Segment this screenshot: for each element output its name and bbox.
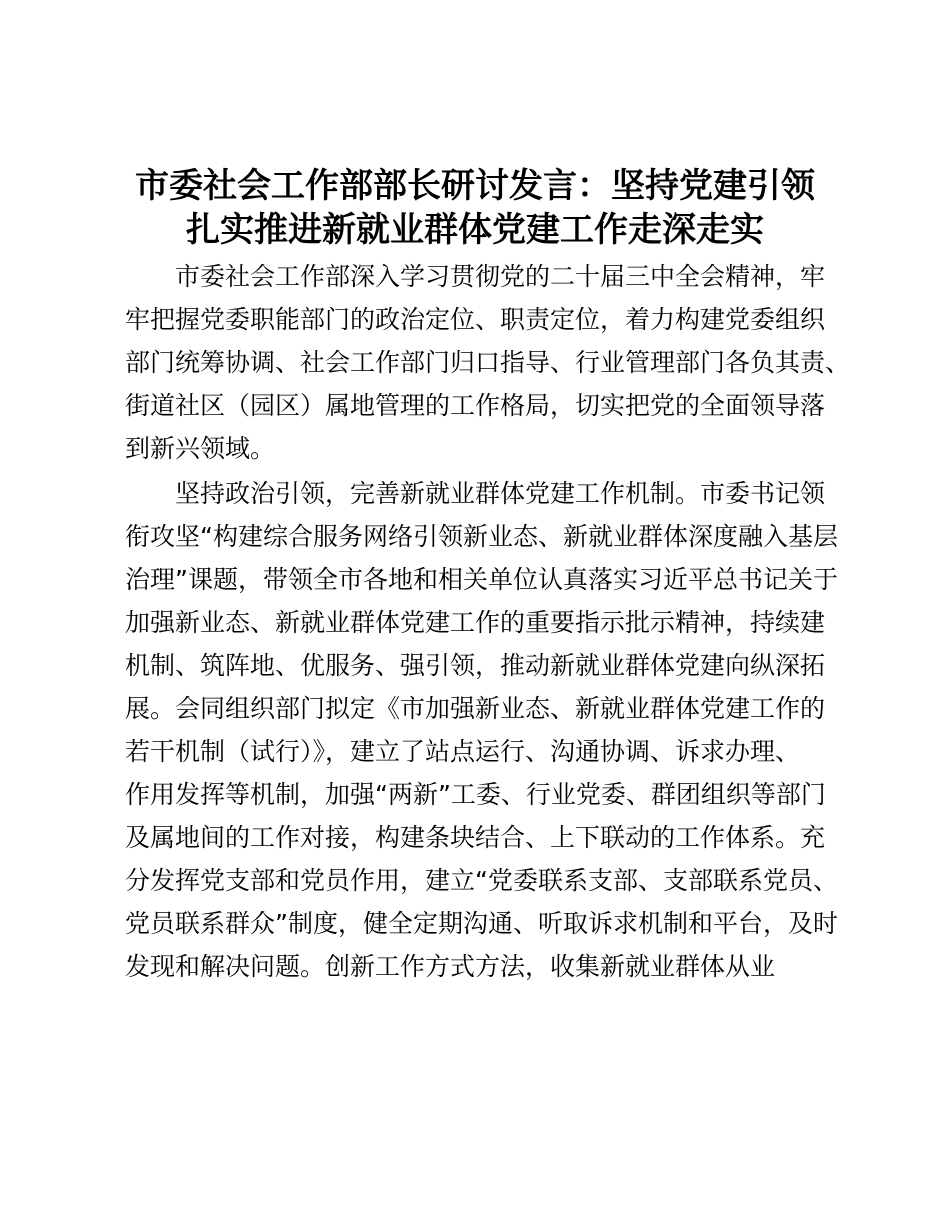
paragraph-2-line: 治理”课题，带领全市各地和相关单位认真落实习近平总书记关于 (125, 565, 838, 594)
paragraph-2-line: 机制、筑阵地、优服务、强引领，推动新就业群体党建向纵深拓 (125, 651, 826, 680)
paragraph-2 (125, 472, 845, 988)
title-line-1: 市委社会工作部部长研讨发言：坚持党建引领 (135, 166, 815, 206)
paragraph-1-line: 街道社区（园区）属地管理的工作格局，切实把党的全面领导落 (125, 391, 826, 420)
paragraph-1-line: 部门统筹协调、社会工作部门归口指导、行业管理部门各负其责、 (125, 348, 851, 377)
paragraph-2-line: 若干机制（试行）》，建立了站点运行、沟通协调、诉求办理、 (125, 737, 801, 766)
paragraph-2-line: 展。会同组织部门拟定《市加强新业态、新就业群体党建工作的 (125, 694, 826, 723)
paragraph-1-line: 到新兴领域。 (125, 434, 276, 463)
paragraph-2-line: 作用发挥等机制，加强“两新”工委、行业党委、群团组织等部门 (125, 780, 826, 809)
paragraph-2-line: 党员联系群众”制度，健全定期沟通、听取诉求机制和平台，及时 (125, 909, 838, 938)
paragraph-2-line: 加强新业态、新就业群体党建工作的重要指示批示精神，持续建 (125, 608, 826, 637)
paragraph-2-line: 及属地间的工作对接，构建条块结合、上下联动的工作体系。充 (125, 823, 826, 852)
paragraph-2-line: 衔攻坚“构建综合服务网络引领新业态、新就业群体深度融入基层 (125, 522, 838, 551)
paragraph-2-line: 分发挥党支部和党员作用，建立“党委联系支部、支部联系党员、 (125, 866, 838, 895)
paragraph-1-line: 市委社会工作部深入学习贯彻党的二十届三中全会精神，牢 (175, 262, 826, 291)
paragraph-1-line: 牢把握党委职能部门的政治定位、职责定位，着力构建党委组织 (125, 305, 826, 334)
paragraph-2-line: 坚持政治引领，完善新就业群体党建工作机制。市委书记领 (175, 479, 826, 508)
title-line-2: 扎实推进新就业群体党建工作走深走实 (186, 210, 764, 250)
paragraph-2-line: 发现和解决问题。创新工作方式方法，收集新就业群体从业 (125, 952, 776, 981)
paragraph-1 (125, 255, 851, 470)
